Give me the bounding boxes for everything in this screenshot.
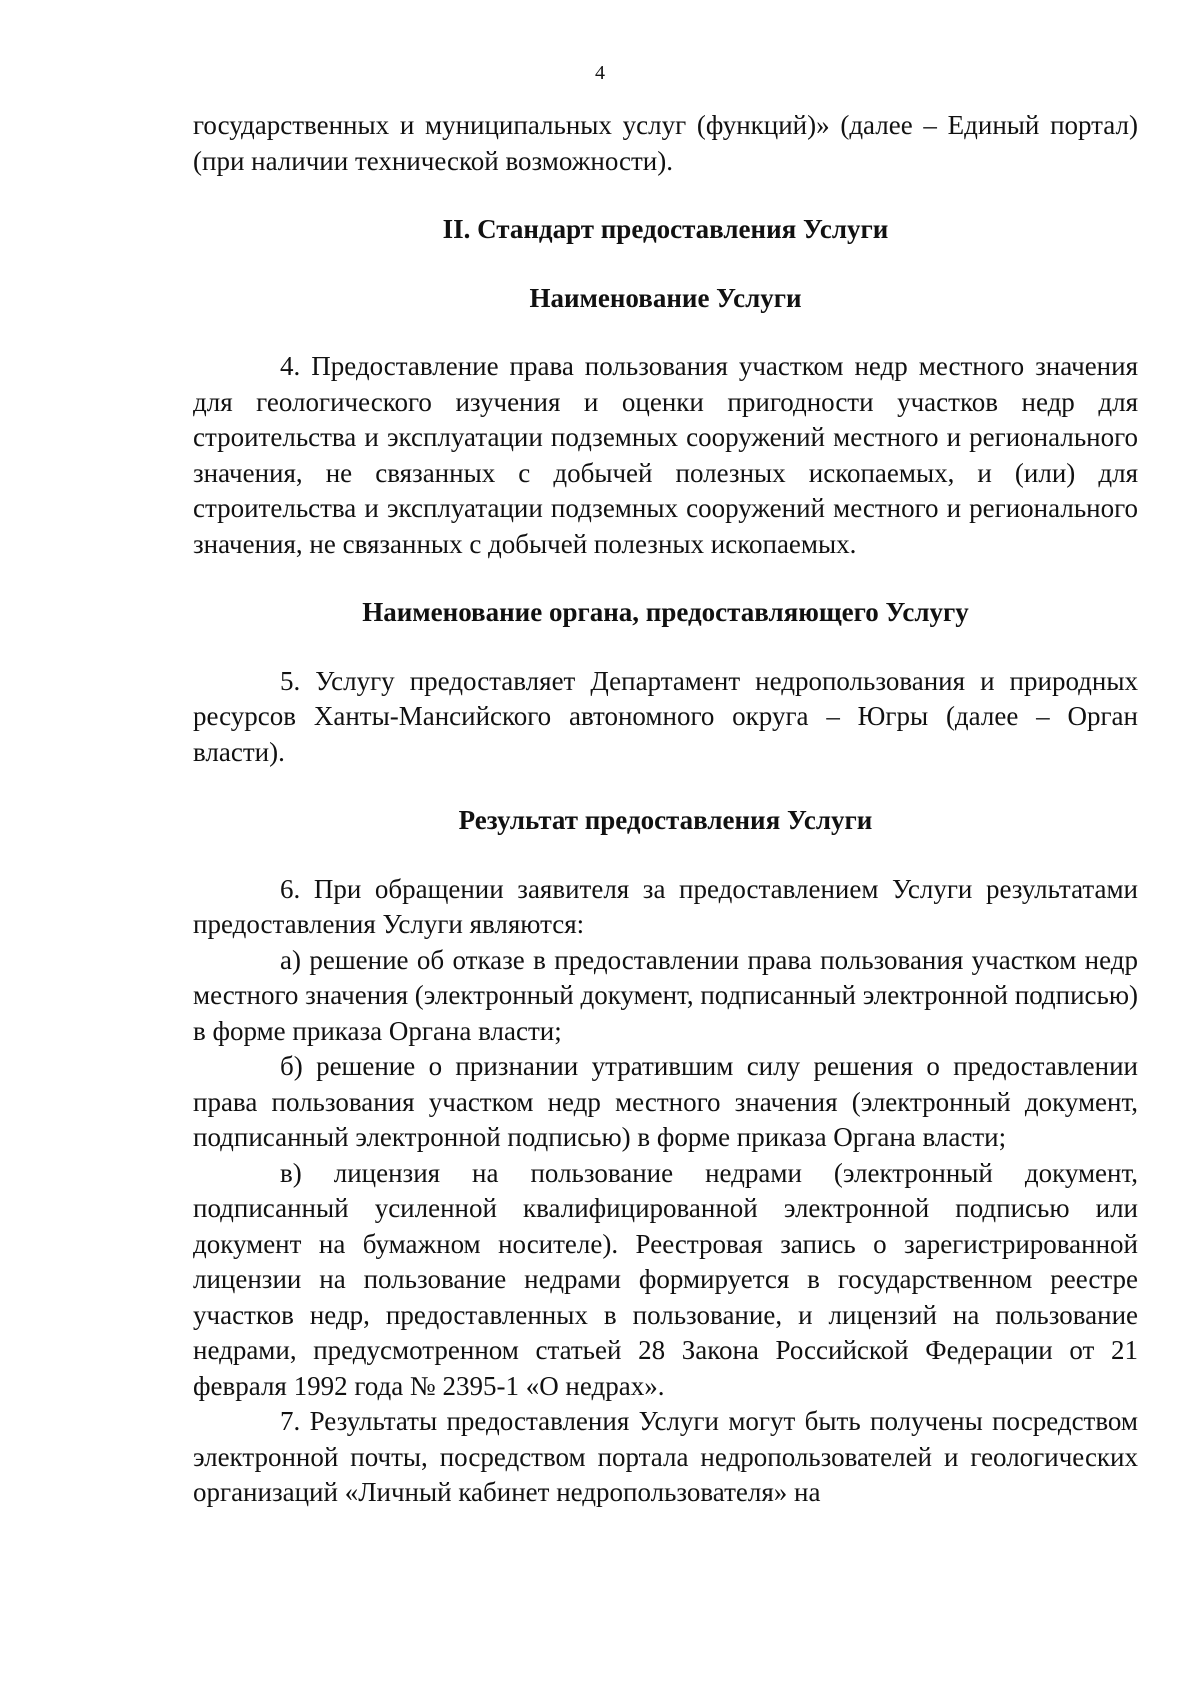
paragraph-5: 5. Услугу предоставляет Департамент недропользования и природных ресурсов Ханты-Мансийского автономного округа – Югры (далее – Орган власти). (193, 665, 1138, 767)
subsection-heading-result: Результат предоставления Услуги (458, 805, 873, 835)
paragraph-6c: в) лицензия на пользование недрами (электронный документ, подписанный усиленной квалифицированной электронной подписью или документ на бумажном носителе). Реестровая запись о зарегистрированной лицензии на пользование недрами формируется в государственном реестре участков недр, предоставленных в пользование, и лицензий на пользование недрами, предусмотренном статьей 28 Закона Российской Федерации от 21 февраля 1992 года № 2395-1 «О недрах». (193, 1157, 1138, 1401)
section-heading: II. Стандарт предоставления Услуги (442, 214, 889, 244)
paragraph-6b: б) решение о признании утратившим силу решения о предоставлении права пользования участком недр местного значения (электронный документ, подписанный электронной подписью) в форме приказа Органа власти; (193, 1051, 1138, 1152)
paragraph-7: 7. Результаты предоставления Услуги могут быть получены посредством электронной почты, посредством портала недропользователей и геологических организаций «Личный кабинет недропользователя» на (193, 1406, 1138, 1507)
paragraph-6: 6. При обращении заявителя за предоставлением Услуги результатами предоставления Услуги являются: (193, 873, 1138, 939)
document-body (193, 108, 1138, 1511)
page-number: 4 (595, 62, 605, 84)
subsection-heading-service-name: Наименование Услуги (529, 282, 802, 313)
paragraph-4: 4. Предоставление права пользования участком недр местного значения для геологического изучения и оценки пригодности участков недр для строительства и эксплуатации подземных сооружений местного и регионального значения, не связанных с добычей полезных ископаемых, и (или) для строительства и эксплуатации подземных сооружений местного и регионального значения, не связанных с добычей полезных ископаемых. (193, 351, 1138, 559)
paragraph-6a: а) решение об отказе в предоставлении права пользования участком недр местного значения (электронный документ, подписанный электронной подписью) в форме приказа Органа власти; (193, 944, 1139, 1046)
subsection-heading-authority: Наименование органа, предоставляющего Услугу (362, 597, 969, 627)
paragraph-continuation: государственных и муниципальных услуг (функций)» (далее – Единый портал) (при наличии технической возможности). (193, 110, 1138, 176)
